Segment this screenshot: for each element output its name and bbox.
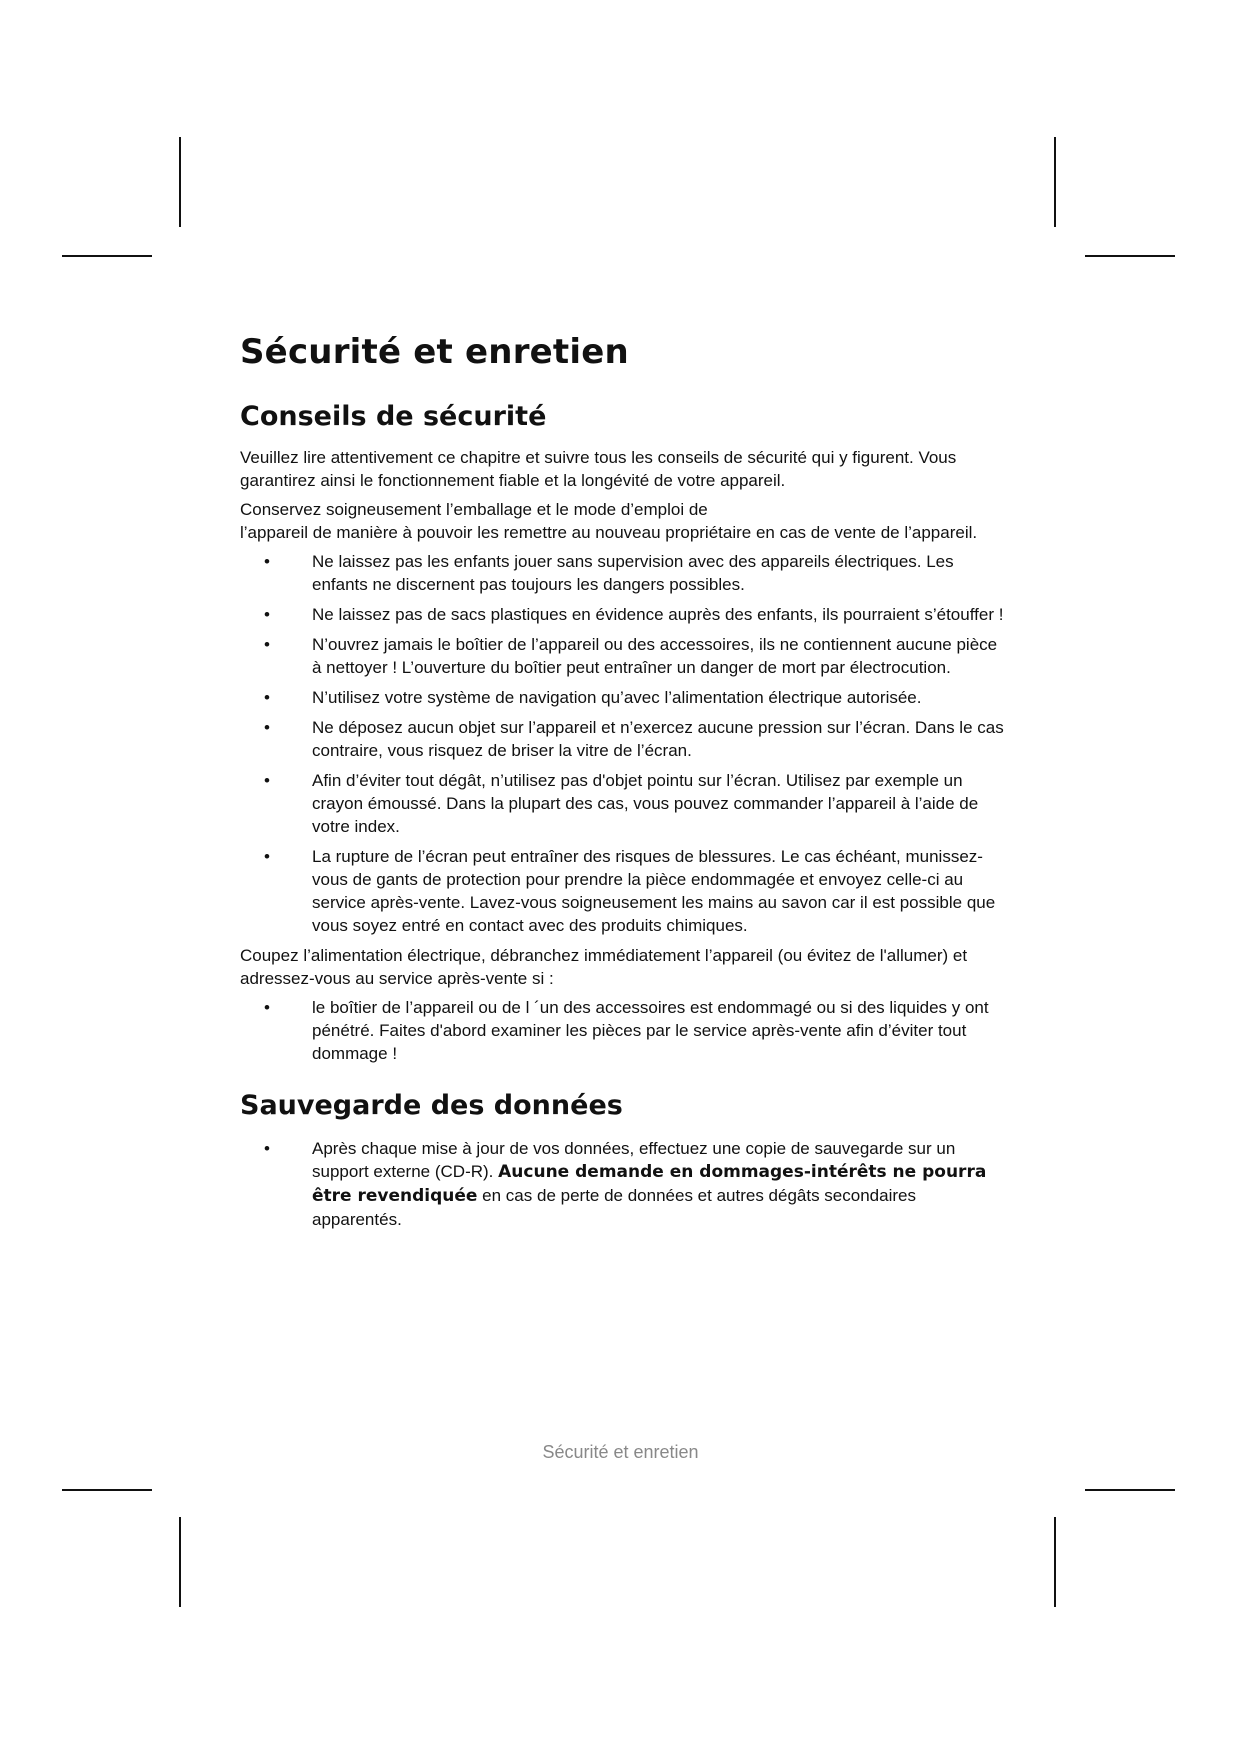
list-item-text: Afin d’éviter tout dégât, n’utilisez pas d'objet pointu sur l’écran. Utilisez par exemple un crayon émoussé. Dans la plupart des cas, vous pouvez commander l’appareil à l’aide de votre index. <box>312 771 979 836</box>
list-item-text: N’ouvrez jamais le boîtier de l’appareil ou des accessoires, ils ne contiennent aucune pièce à nettoyer ! L’ouverture du boîtier peut entraîner un danger de mort par électrocution. <box>312 635 998 677</box>
section-heading-safety: Conseils de sécurité <box>240 401 547 432</box>
list-item <box>240 1137 1010 1231</box>
bullet-icon: • <box>264 688 270 707</box>
list-item <box>240 845 1010 937</box>
list-item-text: La rupture de l’écran peut entraîner des risques de blessures. Le cas échéant, munissez-vous de gants de protection pour prendre la pièce endommagée et envoyez celle-ci au service après-vente. Lavez-vous soigneusement les mains au savon car il est possible que vous soyez entré en contact avec des produits chimiques. <box>312 847 996 935</box>
list-item-text: N’utilisez votre système de navigation qu’avec l’alimentation électrique autorisée. <box>312 688 922 707</box>
list-item <box>240 716 1010 762</box>
list-item-text: Ne laissez pas les enfants jouer sans supervision avec des appareils électriques. Les enfants ne discernent pas toujours les dangers possibles. <box>312 552 954 594</box>
backup-text-bold: Aucune demande en dommages-intérêts ne pourra être revendiquée <box>312 1162 987 1206</box>
bullet-icon: • <box>264 847 270 866</box>
safety-list <box>240 550 1010 937</box>
list-item-text: Ne laissez pas de sacs plastiques en évidence auprès des enfants, ils pourraient s’étouffer ! <box>312 605 1004 624</box>
list-item <box>240 550 1010 596</box>
list-item <box>240 633 1010 679</box>
crop-mark-bottom-left-vertical <box>179 1517 181 1607</box>
backup-text-end: en cas de perte de données et autres dégâts secondaires apparentés. <box>312 1186 916 1229</box>
backup-text-start: Après chaque mise à jour de vos données, effectuez une copie de sauvegarde sur un support externe (CD-R). <box>312 1139 956 1181</box>
power-off-paragraph: Coupez l’alimentation électrique, débranchez immédiatement l’appareil (ou évitez de l'allumer) et adressez-vous au service après-vente si : <box>240 946 968 988</box>
list-item <box>240 603 1010 626</box>
intro-paragraph: Veuillez lire attentivement ce chapitre et suivre tous les conseils de sécurité qui y figurent. Vous garantirez ainsi le fonctionnement fiable et la longévité de votre appareil. <box>240 448 957 490</box>
service-list <box>240 996 1010 1065</box>
packaging-line-1: Conservez soigneusement l’emballage et le mode d’emploi de <box>240 500 708 519</box>
bullet-icon: • <box>264 552 270 571</box>
packaging-paragraph <box>240 498 1010 544</box>
crop-mark-bottom-right-horizontal <box>1085 1489 1175 1491</box>
backup-list <box>240 1137 1010 1231</box>
page-content <box>240 330 1010 1238</box>
page-title: Sécurité et enretien <box>240 332 629 372</box>
crop-mark-top-left-vertical <box>179 137 181 227</box>
list-item <box>240 996 1010 1065</box>
bullet-icon: • <box>264 605 270 624</box>
crop-mark-top-right-vertical <box>1054 137 1056 227</box>
list-item-text: le boîtier de l’appareil ou de l ´un des accessoires est endommagé ou si des liquides y ont pénétré. Faites d'abord examiner les pièces par le service après-vente afin d’éviter tout dommage ! <box>312 998 989 1063</box>
bullet-icon: • <box>264 771 270 790</box>
packaging-line-2: l’appareil de manière à pouvoir les remettre au nouveau propriétaire en cas de vente de l’appareil. <box>240 523 978 542</box>
crop-mark-bottom-left-horizontal <box>62 1489 152 1491</box>
bullet-icon: • <box>264 718 270 737</box>
crop-mark-top-right-horizontal <box>1085 255 1175 257</box>
list-item-text: Ne déposez aucun objet sur l’appareil et n’exercez aucune pression sur l’écran. Dans le cas contraire, vous risquez de briser la vitre de l’écran. <box>312 718 1004 760</box>
bullet-icon: • <box>264 635 270 654</box>
bullet-icon: • <box>264 998 270 1017</box>
page-footer: Sécurité et enretien <box>542 1442 699 1462</box>
bullet-icon: • <box>264 1139 270 1158</box>
section-heading-backup: Sauvegarde des données <box>240 1090 623 1121</box>
crop-mark-top-left-horizontal <box>62 255 152 257</box>
list-item <box>240 769 1010 838</box>
crop-mark-bottom-right-vertical <box>1054 1517 1056 1607</box>
list-item <box>240 686 1010 709</box>
